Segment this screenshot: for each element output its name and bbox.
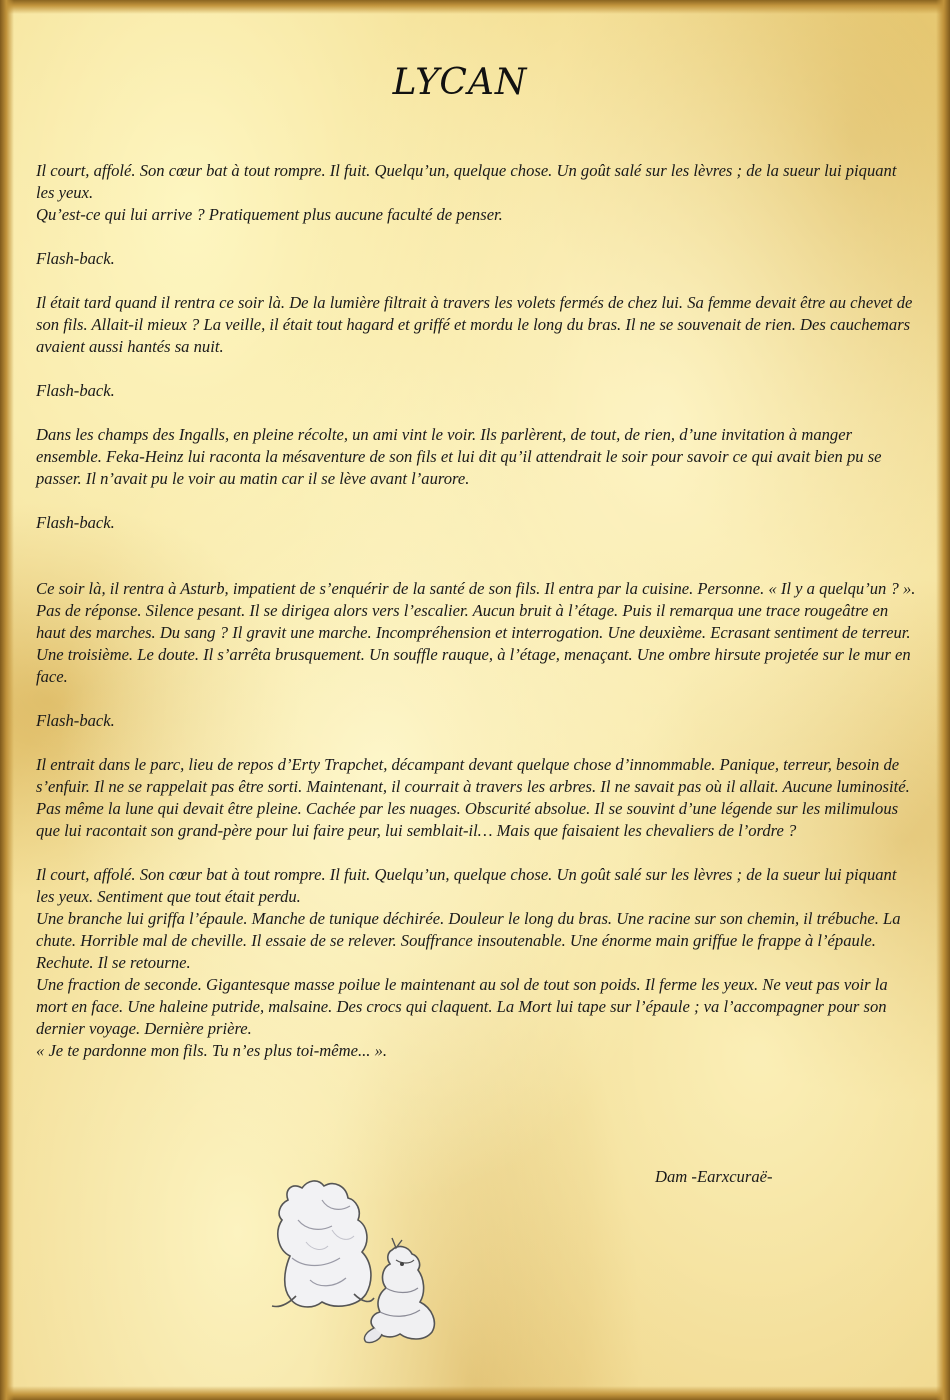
werewolf-attack-illustration	[262, 1170, 462, 1360]
parchment-top-edge	[0, 0, 950, 14]
author-signature: Dam -Earxcuraë-	[655, 1167, 773, 1186]
paragraph-flashback: Flash-back.	[36, 249, 115, 268]
parchment-right-edge	[936, 0, 950, 1400]
paragraph-flashback: Flash-back.	[36, 711, 115, 730]
werewolf-figure	[272, 1181, 374, 1307]
paragraph-fields: Dans les champs des Ingalls, en pleine récolte, un ami vint le voir. Ils parlèrent, de tout, de rien, d’une invitation à manger ensemble. Feka-Heinz lui raconta la mésaventure de son fils et lui dit qu’il attendrait le soir pour savoir ce qui avait bien pu se passer. Il n’avait pu le voir au matin car il se lève avant l’aurore.	[36, 425, 882, 488]
paragraph-attack: Une fraction de seconde. Gigantesque masse poilue le maintenant au sol de tout son poids. Il ferme les yeux. Ne veut pas voir la mort en face. Une haleine putride, malsaine. Des crocs qui claquent. La Mort lui tape sur l’épaule ; va l’accompagner pour son dernier voyage. Dernière prière.	[36, 975, 888, 1038]
paragraph-home: Il était tard quand il rentra ce soir là. De la lumière filtrait à travers les volets fermés de chez lui. Sa femme devait être au chevet de son fils. Allait-il mieux ? La veille, il était tout hagard et griffé et mordu le long du bras. Il ne se souvenait de rien. Des cauchemars avaient aussi hantés sa nuit.	[36, 293, 913, 356]
paragraph-flashback: Flash-back.	[36, 381, 115, 400]
paragraph-flashback: Flash-back.	[36, 513, 115, 532]
paragraph-opening: Il court, affolé. Son cœur bat à tout rompre. Il fuit. Quelqu’un, quelque chose. Un goût salé sur les lèvres ; de la sueur lui piquant les yeux.	[36, 161, 897, 202]
paragraph-question: Qu’est-ce qui lui arrive ? Pratiquement plus aucune faculté de penser.	[36, 205, 503, 224]
paragraph-park: Il entrait dans le parc, lieu de repos d’Erty Trapchet, décampant devant quelque chose d’innommable. Panique, terreur, besoin de s’enfuir. Il ne se rappelait pas être sorti. Maintenant, il courrait à travers les arbres. Il ne savait pas où il allait. Aucune luminosité. Pas même la lune qui devait être pleine. Cachée par les nuages. Obscurité absolue. Il se souvint d’une légende sur les milimulous que lui racontait son grand-père pour lui faire peur, lui semblait-il… Mais que faisaient les chevaliers de l’ordre ?	[36, 755, 910, 840]
fallen-man-figure	[364, 1238, 434, 1343]
paragraph-asturb: Ce soir là, il rentra à Asturb, impatient de s’enquérir de la santé de son fils. Il entra par la cuisine. Personne. « Il y a quelqu’un ? ». Pas de réponse. Silence pesant. Il se dirigea alors vers l’escalier. Aucun bruit à l’étage. Puis il remarqua une trace rougeâtre en haut des marches. Du sang ? Il gravit une marche. Incompréhension et interrogation. Une deuxième. Ecrasant sentiment de terreur. Une troisième. Le doute. Il s’arrêta brusquement. Un souffle rauque, à l’étage, menaçant. Une ombre hirsute projetée sur le mur en face.	[36, 579, 916, 686]
parchment-bottom-edge	[0, 1386, 950, 1400]
story-title: LYCAN	[392, 62, 528, 103]
parchment-left-edge	[0, 0, 14, 1400]
paragraph-running: Il court, affolé. Son cœur bat à tout rompre. Il fuit. Quelqu’un, quelque chose. Un goût salé sur les lèvres ; de la sueur lui piquant les yeux. Sentiment que tout était perdu.	[36, 865, 897, 906]
story-body	[36, 160, 916, 1062]
paragraph-fall: Une branche lui griffa l’épaule. Manche de tunique déchirée. Douleur le long du bras. Une racine sur son chemin, il trébuche. La chute. Horrible mal de cheville. Il essaie de se relever. Souffrance insoutenable. Une énorme main griffue le frappe à l’épaule. Rechute. Il se retourne.	[36, 909, 901, 972]
paragraph-last-words: « Je te pardonne mon fils. Tu n’es plus toi-même... ».	[36, 1041, 388, 1060]
